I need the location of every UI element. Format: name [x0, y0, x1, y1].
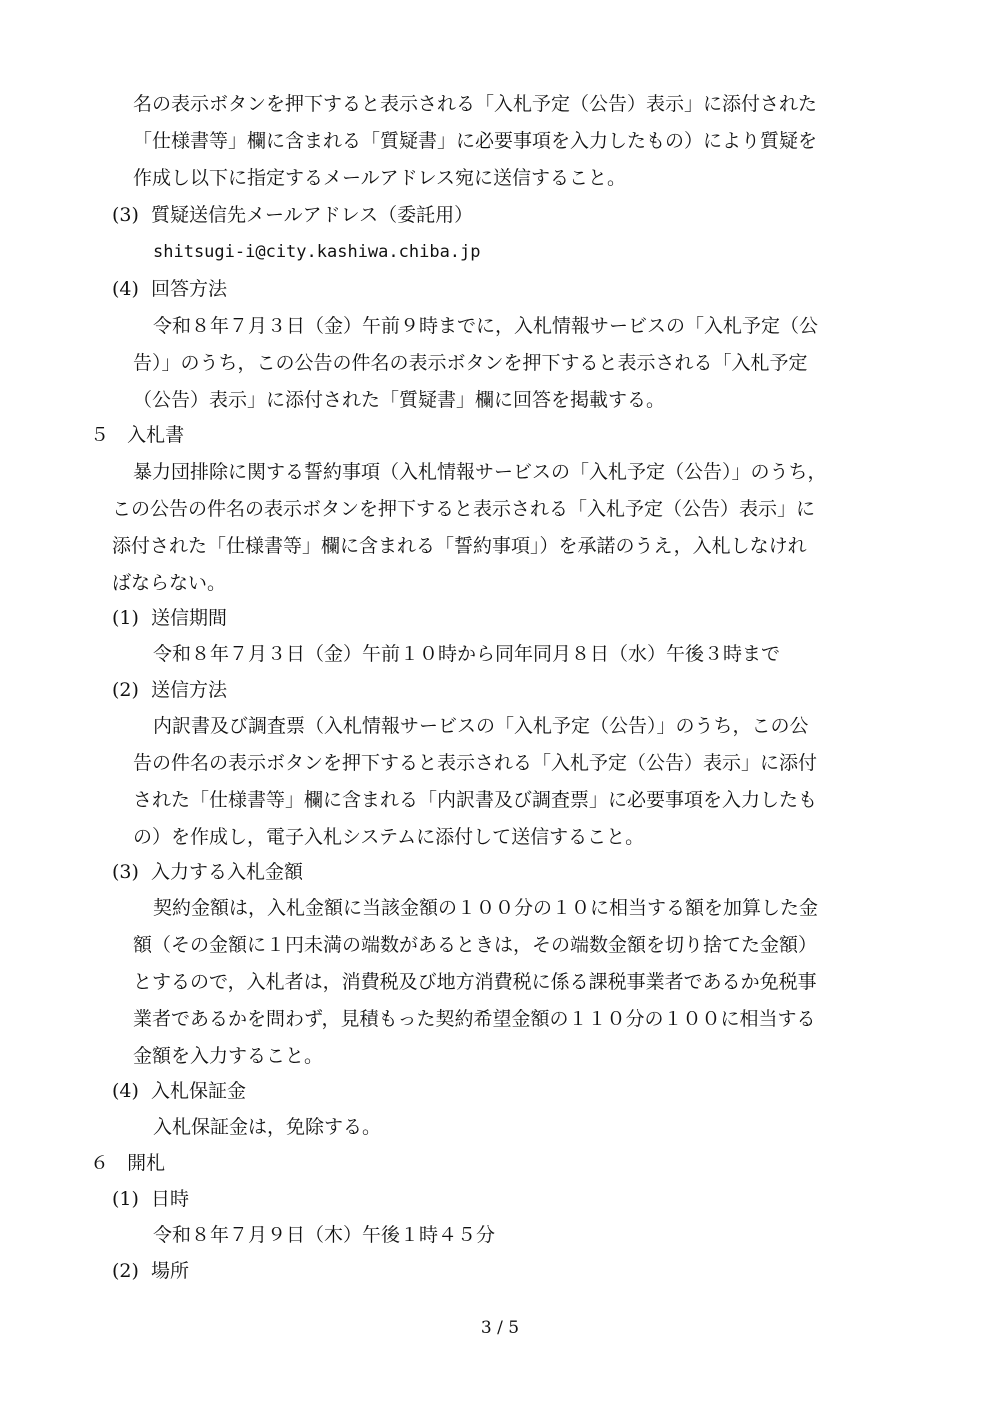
page-number: 3 / 5 [480, 1318, 520, 1338]
section-heading-5 [90, 421, 184, 449]
item-title: 送信期間 [151, 607, 228, 629]
text-line: 令和８年７月９日（木）午後１時４５分 [153, 1224, 496, 1246]
text-line: 入札保証金は，免除する。 [153, 1116, 382, 1138]
text-line: 契約金額は，入札金額に当該金額の１００分の１０に相当する額を加算した金 [153, 897, 819, 919]
text-line: とするので，入札者は，消費税及び地方消費税に係る課税事業者であるか免税事 [133, 971, 817, 993]
item-number: (4) [112, 278, 139, 300]
item-title: 質疑送信先メールアドレス（委託用） [151, 204, 474, 226]
email-address: shitsugi-i@city.kashiwa.chiba.jp [153, 242, 481, 262]
subheading-4-4 [112, 275, 227, 303]
subheading-5-4 [112, 1077, 246, 1105]
text-line: 添付された「仕様書等」欄に含まれる「誓約事項」）を承諾のうえ，入札しなけれ [112, 535, 807, 557]
item-number: (1) [112, 1188, 139, 1210]
item-number: (3) [112, 861, 139, 883]
item-title: 場所 [151, 1260, 190, 1282]
item-number: (2) [112, 679, 139, 701]
subheading-4-3 [112, 201, 473, 229]
text-line: された「仕様書等」欄に含まれる「内訳書及び調査票」に必要事項を入力したも [133, 789, 818, 811]
text-line: 令和８年７月３日（金）午前１０時から同年同月８日（水）午後３時まで [153, 643, 781, 665]
text-line: 告）」のうち，この公告の件名の表示ボタンを押下すると表示される「入札予定 [133, 352, 808, 374]
text-line: ばならない。 [112, 572, 227, 594]
section-number: ６ [90, 1152, 110, 1174]
item-number: (4) [112, 1080, 139, 1102]
item-title: 日時 [151, 1188, 190, 1210]
text-line: この公告の件名の表示ボタンを押下すると表示される「入札予定（公告）表示」に [112, 498, 816, 520]
text-line: 金額を入力すること。 [133, 1045, 324, 1067]
item-title: 入札保証金 [151, 1080, 247, 1102]
subheading-5-1 [112, 604, 227, 632]
text-line: 令和８年７月３日（金）午前９時までに，入札情報サービスの「入札予定（公 [153, 315, 819, 337]
item-title: 回答方法 [151, 278, 228, 300]
item-number: (3) [112, 204, 139, 226]
section-title: 入札書 [127, 424, 185, 446]
text-line: 告の件名の表示ボタンを押下すると表示される「入札予定（公告）表示」に添付 [133, 752, 818, 774]
text-line: （公告）表示」に添付された「質疑書」欄に回答を掲載する。 [133, 389, 666, 411]
subheading-5-3 [112, 858, 303, 886]
item-title: 入力する入札金額 [151, 861, 304, 883]
text-line: 額（その金額に１円未満の端数があるときは，その端数金額を切り捨てた金額） [133, 934, 818, 956]
item-title: 送信方法 [151, 679, 228, 701]
text-line: 作成し以下に指定するメールアドレス宛に送信すること。 [133, 167, 627, 189]
section-number: ５ [90, 424, 110, 446]
text-line: の）を作成し，電子入札システムに添付して送信すること。 [133, 826, 645, 848]
item-number: (1) [112, 607, 139, 629]
text-line: 暴力団排除に関する誓約事項（入札情報サービスの「入札予定（公告）」のうち， [133, 461, 827, 483]
text-line: 名の表示ボタンを押下すると表示される「入札予定（公告）表示」に添付された [133, 93, 818, 115]
subheading-6-1 [112, 1185, 189, 1213]
text-line: 業者であるかを問わず，見積もった契約希望金額の１１０分の１００に相当する [133, 1008, 816, 1030]
section-title: 開札 [127, 1152, 166, 1174]
subheading-5-2 [112, 676, 227, 704]
subheading-6-2 [112, 1257, 189, 1285]
item-number: (2) [112, 1260, 139, 1282]
section-heading-6 [90, 1149, 165, 1177]
text-line: 内訳書及び調査票（入札情報サービスの「入札予定（公告）」のうち，この公 [153, 715, 809, 737]
text-line: 「仕様書等」欄に含まれる「質疑書」に必要事項を入力したもの）により質疑を [133, 130, 818, 152]
